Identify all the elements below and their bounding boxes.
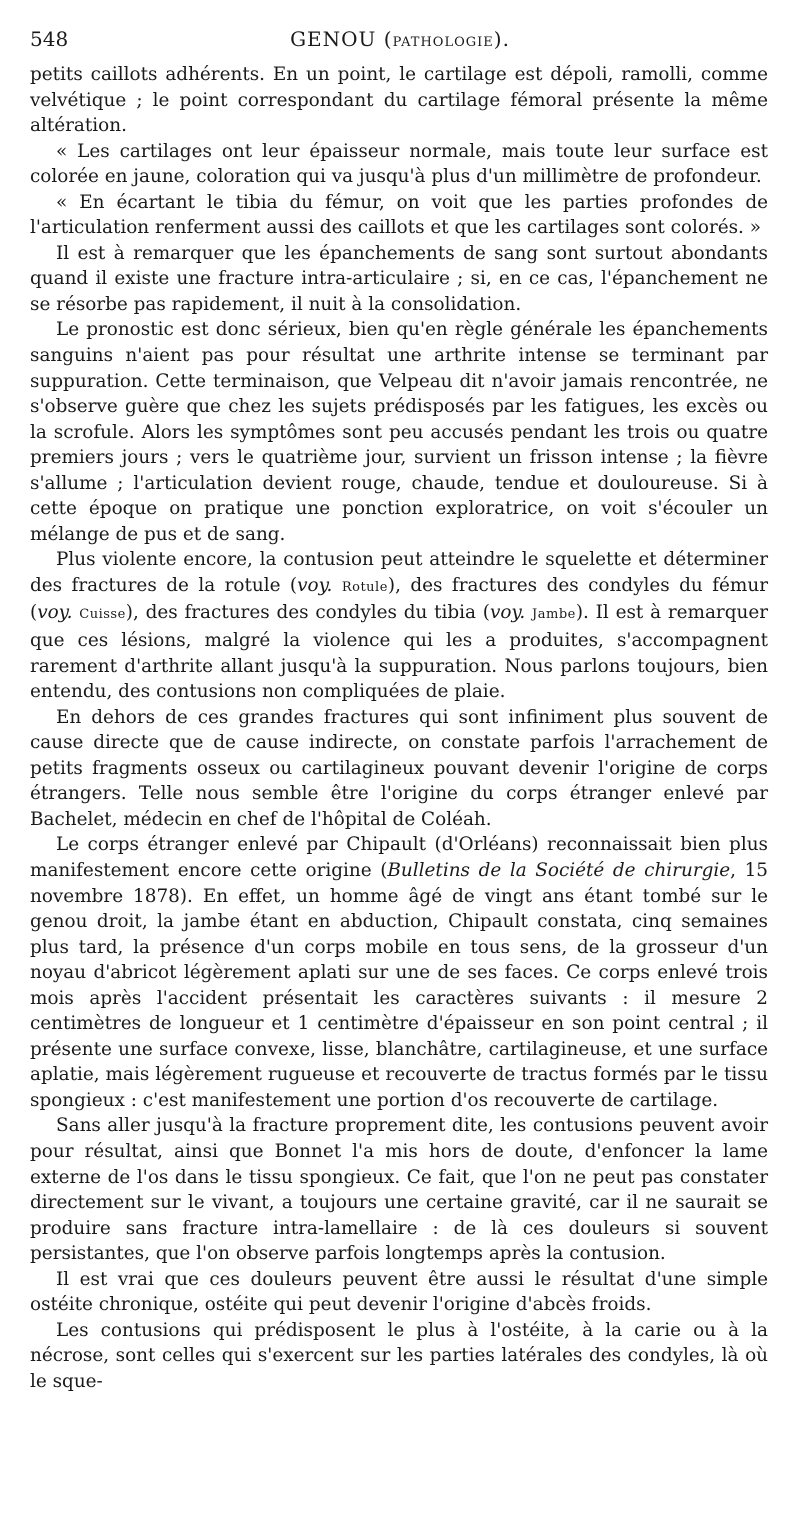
cross-ref-jambe: Jambe xyxy=(532,607,576,623)
paragraph: Le pronostic est donc sérieux, bien qu'en règle générale les épanchements sanguins n'aient pas pour résultat une arthrite intense se terminant par suppuration. Cette terminaison, que Velpeau dit n'avoir jamais rencontrée, ne s'observe guère que chez les sujets prédisposés par les fatigues, les excès ou la scrofule. Alors les symptômes sont peu accusés pendant les trois ou quatre premiers jours ; vers le quatrième jour, survient un frisson intense ; la fièvre s'allume ; l'articulation devient rouge, chaude, tendue et douloureuse. Si à cette époque on pratique une ponction exploratrice, on voit s'écouler un mélange de pus et de sang. xyxy=(30,319,768,545)
paragraph-continued: petits caillots adhérents. En un point, le cartilage est dépoli, ramolli, comme velvétique ; le point correspondant du cartilage fémoral présente la même altération. xyxy=(30,64,768,137)
running-head-paren-close: ). xyxy=(493,27,510,51)
paragraph: Il est vrai que ces douleurs peuvent être aussi le résultat d'une simple ostéite chronique, ostéite qui peut devenir l'origine d'abcès froids. xyxy=(30,1268,768,1316)
page-number: 548 xyxy=(30,27,69,51)
cross-ref-rotule: Rotule xyxy=(341,579,388,595)
paragraph: « En écartant le tibia du fémur, on voit que les parties profondes de l'articulation renferment aussi des caillots et que les cartilages sont colorés. » xyxy=(30,191,768,239)
paragraph: Il est à remarquer que les épanchements de sang sont surtout abondants quand il existe une fracture intra-articulaire ; si, en ce cas, l'épanchement ne se résorbe pas rapidement, il nuit à la consolidation. xyxy=(30,242,768,315)
cross-ref-cuisse: Cuisse xyxy=(79,607,126,623)
page-header xyxy=(30,24,770,54)
paragraph: En dehors de ces grandes fractures qui sont infiniment plus souvent de cause directe que de cause indirecte, on constate parfois l'arrachement de petits fragments osseux ou cartilagineux pouvant devenir l'origine de corps étrangers. Telle nous semble être l'origine du corps étranger enlevé par Bachelet, médecin en chef de l'hôpital de Coléah. xyxy=(30,706,768,830)
paragraph-fractures xyxy=(30,547,768,704)
paragraph: « Les cartilages ont leur épaisseur normale, mais toute leur surface est colorée en jaune, coloration qui va jusqu'à plus d'un millimètre de profondeur. xyxy=(30,140,768,188)
cross-ref-voy: voy. xyxy=(297,574,333,596)
text-run: ), des fractures des condyles du fémur ( xyxy=(30,574,768,624)
paragraph-chipault xyxy=(30,832,768,1113)
text-run: ). Il est à remarquer que ces lésions, malgré la violence qui les a produites, s'accompagnent rarement d'arthrite allant jusqu'à la suppuration. Nous parlons toujours, bien entendu, des contusions non compliquées de plaie. xyxy=(30,602,768,703)
running-head-section: PATHOLOGIE xyxy=(392,35,494,50)
text-run: Plus violente encore, la contusion peut atteindre le squelette et déterminer des fractures de la rotule ( xyxy=(30,549,768,596)
cross-ref-voy: voy. xyxy=(37,602,73,624)
text-run: Le corps étranger enlevé par Chipault (d'Orléans) reconnaissait bien plus manifestement encore cette origine ( xyxy=(30,834,768,881)
cross-ref-voy: voy. xyxy=(489,602,526,624)
text-run: ), des fractures des condyles du tibia ( xyxy=(125,602,490,624)
citation-title: Bulletins de la Société de chirurgie xyxy=(387,859,731,881)
running-head-title: GENOU xyxy=(290,27,377,51)
running-head-paren-open: ( xyxy=(383,27,393,51)
running-head xyxy=(30,24,770,58)
paragraph: Les contusions qui prédisposent le plus à l'ostéite, à la carie ou à la nécrose, sont celles qui s'exercent sur les parties latérales des condyles, là où le sque- xyxy=(30,1319,768,1392)
text-run: , 15 novembre 1878). En effet, un homme âgé de vingt ans étant tombé sur le genou droit, la jambe étant en abduction, Chipault constata, cinq semaines plus tard, la présence d'un corps mobile en tous sens, de la grosseur d'un noyau d'abricot légèrement aplati sur une de ses faces. Ce corps enlevé trois mois après l'accident présentait les caractères suivants : il mesure 2 centimètres de longueur et 1 centimètre d'épaisseur en son point central ; il présente une surface convexe, lisse, blanchâtre, cartilagineuse, et une surface aplatie, mais légèrement rugueuse et recouverte de tractus formés par le tissu spongieux : c'est manifestement une portion d'os recouverte de cartilage. xyxy=(30,859,769,1111)
paragraph: Sans aller jusqu'à la fracture proprement dite, les contusions peuvent avoir pour résultat, ainsi que Bonnet l'a mis hors de doute, d'enfoncer la lame externe de l'os dans le tissu spongieux. Ce fait, que l'on ne peut pas constater directement sur le vivant, a toujours une certaine gravité, car il ne saurait se produire sans fracture intra-lamellaire : de là ces douleurs si souvent persistantes, que l'on observe parfois longtemps après la contusion. xyxy=(30,1115,768,1265)
body-text xyxy=(30,62,768,1394)
